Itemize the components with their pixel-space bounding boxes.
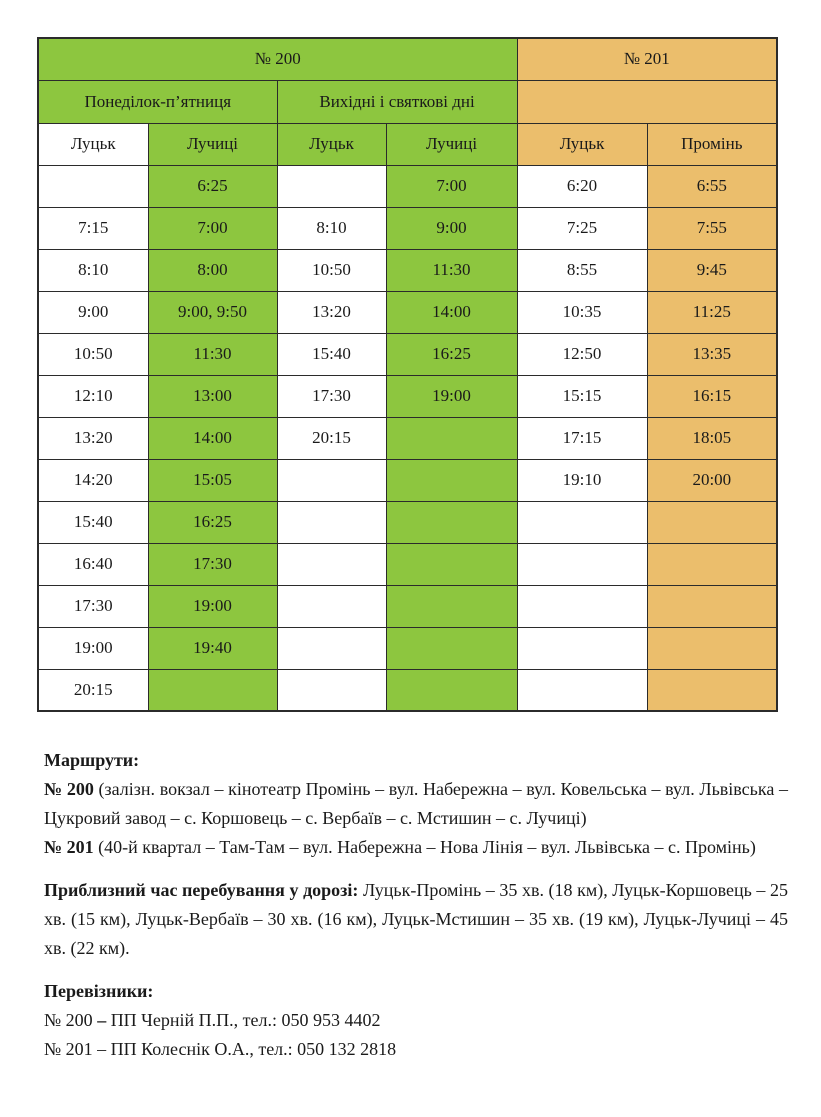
time-cell: 12:10 <box>38 375 148 417</box>
stop-header-luchytsi-weekend: Лучиці <box>386 123 517 165</box>
table-row <box>38 627 777 669</box>
table-row <box>38 585 777 627</box>
time-cell <box>647 585 777 627</box>
time-cell <box>277 627 386 669</box>
time-cell: 20:15 <box>38 669 148 711</box>
time-cell: 14:20 <box>38 459 148 501</box>
time-cell: 9:00, 9:50 <box>148 291 277 333</box>
time-cell: 7:00 <box>148 207 277 249</box>
table-row <box>38 165 777 207</box>
time-cell <box>517 585 647 627</box>
time-cell <box>647 543 777 585</box>
time-cell: 11:25 <box>647 291 777 333</box>
stop-header-promin-201: Промінь <box>647 123 777 165</box>
time-cell: 17:30 <box>148 543 277 585</box>
time-cell: 10:50 <box>277 249 386 291</box>
route-201-stops-text: (40-й квартал – Там-Там – вул. Набережна – Нова Лінія – вул. Львівська – с. Промінь) <box>93 837 756 857</box>
route-200-label: № 200 <box>44 779 94 799</box>
carrier-201-line: № 201 – ПП Колеснік О.А., тел.: 050 132 2818 <box>44 1039 397 1059</box>
time-cell <box>277 459 386 501</box>
time-cell <box>386 459 517 501</box>
table-row <box>38 459 777 501</box>
time-cell <box>386 543 517 585</box>
carrier-200-line <box>44 1006 788 1035</box>
time-cell <box>517 627 647 669</box>
time-cell <box>386 627 517 669</box>
time-cell: 11:30 <box>148 333 277 375</box>
table-row <box>38 501 777 543</box>
time-cell: 15:05 <box>148 459 277 501</box>
route-201-description <box>44 833 788 862</box>
table-row <box>38 669 777 711</box>
time-cell: 19:00 <box>148 585 277 627</box>
route-201-label: № 201 <box>44 837 94 857</box>
time-cell: 16:40 <box>38 543 148 585</box>
time-cell <box>386 417 517 459</box>
time-cell <box>517 543 647 585</box>
time-cell: 7:55 <box>647 207 777 249</box>
time-cell: 7:15 <box>38 207 148 249</box>
time-cell <box>277 585 386 627</box>
timetable-body <box>38 165 777 711</box>
time-cell: 11:30 <box>386 249 517 291</box>
time-cell <box>647 501 777 543</box>
time-cell: 7:00 <box>386 165 517 207</box>
time-cell: 8:55 <box>517 249 647 291</box>
time-cell: 16:25 <box>386 333 517 375</box>
time-cell: 19:40 <box>148 627 277 669</box>
travel-time-text: Луцьк-Промінь – 35 хв. (18 км), Луцьк-Коршовець – 25 хв. (15 км), Луцьк-Вербаїв – 30 хв. (16 км), Луцьк-Мстишин – 35 хв. (19 км), Луцьк-Лучиці – 45 хв. (22 км). <box>44 880 788 958</box>
time-cell <box>386 585 517 627</box>
time-cell <box>517 669 647 711</box>
time-cell: 8:10 <box>277 207 386 249</box>
time-cell: 9:00 <box>386 207 517 249</box>
time-cell <box>647 627 777 669</box>
bus-timetable <box>37 37 778 712</box>
time-cell: 7:25 <box>517 207 647 249</box>
time-cell: 9:00 <box>38 291 148 333</box>
time-cell: 20:00 <box>647 459 777 501</box>
routes-heading: Маршрути: <box>44 750 140 770</box>
time-cell: 10:50 <box>38 333 148 375</box>
route-200-stops-text: (залізн. вокзал – кінотеатр Промінь – вул. Набережна – вул. Ковельська – вул. Львівська – Цукровий завод – с. Коршовець – с. Вербаїв – с. Мстишин – с. Лучиці) <box>44 779 788 828</box>
time-cell: 17:15 <box>517 417 647 459</box>
time-cell: 20:15 <box>277 417 386 459</box>
time-cell <box>647 669 777 711</box>
time-cell <box>277 501 386 543</box>
time-cell: 15:15 <box>517 375 647 417</box>
time-cell: 13:35 <box>647 333 777 375</box>
table-row <box>38 417 777 459</box>
time-cell <box>148 669 277 711</box>
time-cell <box>517 501 647 543</box>
route-header-row <box>38 38 777 80</box>
notes-section <box>44 746 788 1064</box>
stop-header-luchytsi-weekday: Лучиці <box>148 123 277 165</box>
timetable-page <box>0 37 821 1117</box>
time-cell: 17:30 <box>38 585 148 627</box>
time-cell: 12:50 <box>517 333 647 375</box>
time-cell: 6:25 <box>148 165 277 207</box>
time-cell <box>386 669 517 711</box>
time-cell: 8:00 <box>148 249 277 291</box>
table-row <box>38 249 777 291</box>
time-cell: 16:15 <box>647 375 777 417</box>
table-row <box>38 291 777 333</box>
time-cell: 19:00 <box>38 627 148 669</box>
time-cell <box>277 165 386 207</box>
time-cell <box>277 669 386 711</box>
time-cell: 10:35 <box>517 291 647 333</box>
carriers-heading: Перевізники: <box>44 981 154 1001</box>
time-cell: 17:30 <box>277 375 386 417</box>
travel-time-heading: Приблизний час перебування у дорозі: <box>44 880 359 900</box>
route-200-header: № 200 <box>38 38 517 80</box>
time-cell: 15:40 <box>277 333 386 375</box>
time-cell: 9:45 <box>647 249 777 291</box>
time-cell: 13:20 <box>277 291 386 333</box>
time-cell: 14:00 <box>148 417 277 459</box>
stops-header-row <box>38 123 777 165</box>
time-cell <box>386 501 517 543</box>
time-cell: 15:40 <box>38 501 148 543</box>
stop-header-lutsk-weekend: Луцьк <box>277 123 386 165</box>
time-cell: 14:00 <box>386 291 517 333</box>
time-cell: 6:55 <box>647 165 777 207</box>
table-row <box>38 207 777 249</box>
table-row <box>38 333 777 375</box>
time-cell: 13:20 <box>38 417 148 459</box>
stop-header-lutsk-201: Луцьк <box>517 123 647 165</box>
day-type-row <box>38 80 777 123</box>
time-cell: 6:20 <box>517 165 647 207</box>
stop-header-lutsk-weekday: Луцьк <box>38 123 148 165</box>
route-201-empty-subheader <box>517 80 777 123</box>
travel-time-note <box>44 876 788 963</box>
carrier-200-dash: – <box>97 1010 107 1030</box>
weekend-header: Вихідні і святкові дні <box>277 80 517 123</box>
weekday-header: Понеділок-п’ятниця <box>38 80 277 123</box>
table-row <box>38 543 777 585</box>
time-cell: 8:10 <box>38 249 148 291</box>
table-row <box>38 375 777 417</box>
time-cell: 13:00 <box>148 375 277 417</box>
time-cell: 19:00 <box>386 375 517 417</box>
route-200-description <box>44 775 788 833</box>
carrier-200-contact: ПП Черній П.П., тел.: 050 953 4402 <box>106 1010 381 1030</box>
time-cell <box>38 165 148 207</box>
time-cell: 16:25 <box>148 501 277 543</box>
time-cell <box>277 543 386 585</box>
time-cell: 18:05 <box>647 417 777 459</box>
route-201-header: № 201 <box>517 38 777 80</box>
time-cell: 19:10 <box>517 459 647 501</box>
carrier-200-number: № 200 <box>44 1010 98 1030</box>
